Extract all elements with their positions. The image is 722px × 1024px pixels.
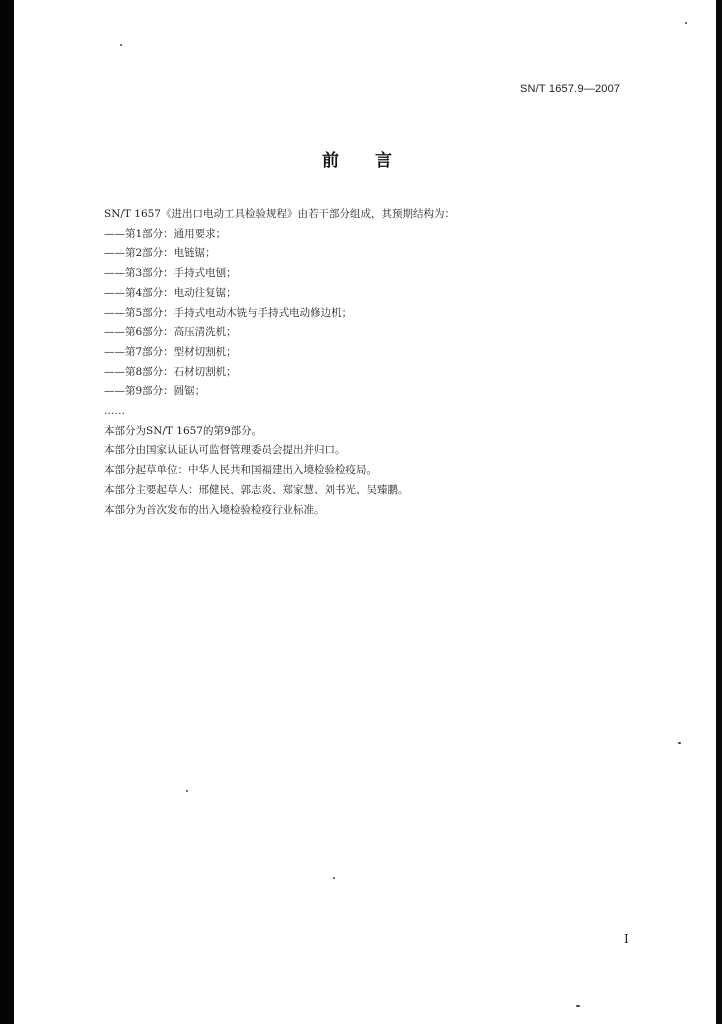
part-item: ——第4部分：电动往复锯； <box>104 286 237 299</box>
part-item: ——第2部分：电链锯； <box>104 247 216 260</box>
scan-right-edge <box>716 0 722 1024</box>
part-item: ——第1部分：通用要求； <box>104 227 227 240</box>
part-ellipsis: …… <box>104 405 125 418</box>
page-number: I <box>624 932 629 946</box>
statement-line: 本部分主要起草人：邢健民、郭志炎、郑家慧、刘书光、吴臻鹏。 <box>104 483 409 496</box>
scan-speck <box>120 44 122 46</box>
statement-line: 本部分起草单位：中华人民共和国福建出入境检验检疫局。 <box>104 464 377 477</box>
scan-speck <box>576 1005 580 1007</box>
statement-line: 本部分为首次发布的出入境检验检疫行业标准。 <box>104 503 325 516</box>
scan-speck <box>333 877 335 879</box>
part-item: ——第7部分：型材切割机； <box>104 345 237 358</box>
scan-left-edge <box>0 0 14 1024</box>
page-title: 前言 <box>322 151 428 171</box>
part-item: ——第5部分：手持式电动木铣与手持式电动修边机； <box>104 306 353 319</box>
statement-line: 本部分为SN/T 1657的第9部分。 <box>104 424 263 437</box>
part-item: ——第8部分：石材切割机； <box>104 365 237 378</box>
scan-speck <box>678 742 681 744</box>
part-item: ——第9部分：圆锯； <box>104 385 206 398</box>
standard-code: SN/T 1657.9—2007 <box>520 83 621 95</box>
intro-line: SN/T 1657《进出口电动工具检验规程》由若干部分组成，其预期结构为： <box>104 208 455 220</box>
statement-line: 本部分由国家认证认可监督管理委员会提出并归口。 <box>104 444 346 457</box>
part-item: ——第3部分：手持式电刨； <box>104 267 237 280</box>
scan-speck <box>186 790 188 792</box>
document-body <box>104 205 624 520</box>
scan-speck <box>685 22 687 24</box>
part-item: ——第6部分：高压清洗机； <box>104 326 237 339</box>
